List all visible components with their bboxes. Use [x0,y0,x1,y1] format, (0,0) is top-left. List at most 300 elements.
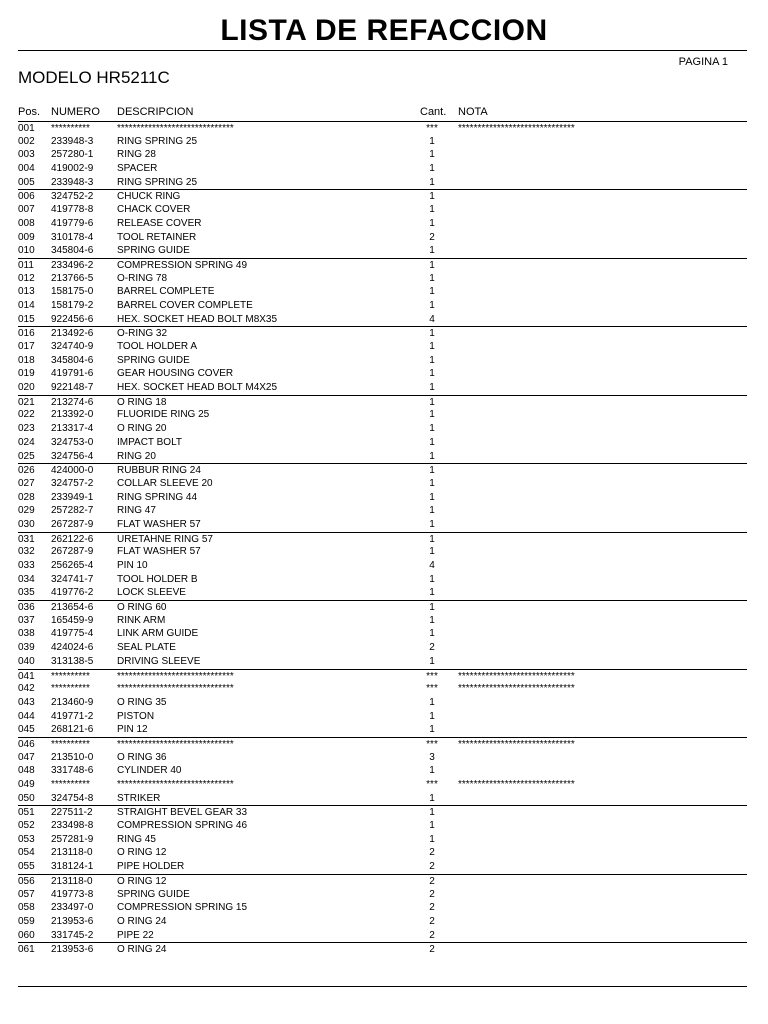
row-pos: 052 [18,820,35,832]
table-row [18,463,747,477]
row-pos: 057 [18,888,35,900]
row-pos: 061 [18,944,35,956]
row-cant: 1 [429,833,435,845]
row-descripcion: TOOL HOLDER B [117,573,198,585]
table-row [18,491,747,505]
row-descripcion: RINK ARM [117,614,166,626]
column-header-descripcion: DESCRIPCION [117,106,194,118]
row-descripcion: SPRING GUIDE [117,354,190,366]
row-pos: 049 [18,779,35,790]
table-row [18,217,747,231]
row-cant: 1 [429,465,435,477]
row-pos: 050 [18,792,35,804]
row-cant: 1 [429,724,435,736]
row-cant: 1 [429,409,435,421]
row-cant: 2 [429,902,435,914]
row-numero: 345804-6 [51,245,94,257]
row-cant: 1 [429,436,435,448]
row-descripcion: O RING 60 [117,602,167,614]
row-descripcion: TOOL RETAINER [117,231,197,243]
row-descripcion: RING SPRING 25 [117,135,198,147]
row-descripcion: O RING 18 [117,396,167,408]
row-numero: 419791-6 [51,368,94,380]
row-numero: 233948-3 [51,135,94,147]
column-header-nota: NOTA [458,106,488,118]
row-pos: 033 [18,560,35,571]
table-row [18,436,747,450]
row-pos: 044 [18,710,35,722]
row-numero: 324741-7 [51,573,94,585]
row-descripcion: O RING 35 [117,696,167,708]
table-row [18,477,747,491]
row-descripcion: COMPRESSION SPRING 15 [117,902,248,914]
row-numero: 310178-4 [51,231,94,243]
row-pos: 005 [18,176,35,188]
row-pos: 004 [18,163,35,175]
row-descripcion: RUBBUR RING 24 [117,465,201,477]
row-cant: 1 [429,354,435,366]
row-numero: 267287-9 [51,518,94,530]
table-row [18,135,747,149]
row-cant: 1 [429,491,435,503]
row-pos: 002 [18,135,35,147]
footer-rule [18,986,747,987]
row-cant: *** [426,670,438,682]
table-row [18,203,747,217]
row-nota: ****************************** [458,738,575,750]
row-numero: 324756-4 [51,450,94,462]
row-cant: 1 [429,163,435,175]
row-pos: 046 [18,738,35,750]
row-pos: 059 [18,915,35,927]
table-row [18,518,747,532]
row-descripcion: ****************************** [117,779,234,790]
table-row [18,888,747,902]
row-descripcion: CYLINDER 40 [117,765,182,777]
column-header-numero: NUMERO [51,106,100,118]
table-row [18,450,747,464]
row-pos: 055 [18,861,35,873]
row-descripcion: O RING 12 [117,847,167,859]
row-descripcion: O RING 24 [117,944,167,956]
table-row [18,408,747,422]
row-numero: 424024-6 [51,642,94,654]
row-cant: 1 [429,546,435,558]
row-cant: 1 [429,587,435,599]
row-pos: 060 [18,929,35,941]
row-numero: 213118-0 [51,847,93,859]
row-pos: 022 [18,409,35,421]
row-cant: 1 [429,628,435,640]
table-row [18,272,747,286]
row-cant: 2 [429,847,435,859]
row-cant: *** [426,683,438,695]
row-numero: 257281-9 [51,833,94,845]
table-row [18,696,747,710]
row-numero: 262122-6 [51,533,94,545]
row-nota: ****************************** [458,123,575,134]
row-descripcion: SPRING GUIDE [117,245,190,257]
table-row [18,614,747,628]
row-pos: 042 [18,683,35,695]
row-descripcion: FLUORIDE RING 25 [117,409,210,421]
table-row [18,299,747,313]
row-numero: 213460-9 [51,696,94,708]
row-numero: 257280-1 [51,149,94,161]
table-row [18,778,747,792]
row-cant: 1 [429,382,435,394]
row-numero: 922148-7 [51,382,94,394]
row-pos: 053 [18,833,35,845]
row-pos: 015 [18,313,35,325]
row-cant: 1 [429,328,435,340]
table-row [18,641,747,655]
row-pos: 040 [18,655,35,667]
row-descripcion: COMPRESSION SPRING 46 [117,820,248,832]
row-pos: 037 [18,614,35,626]
table-row [18,395,747,409]
table-row [18,532,747,546]
row-numero: 256265-4 [51,560,94,571]
table-row [18,586,747,600]
row-cant: 1 [429,710,435,722]
row-pos: 008 [18,217,35,229]
row-numero: 213953-6 [51,944,94,956]
row-numero: 419002-9 [51,163,94,175]
row-pos: 028 [18,491,35,503]
row-numero: 257282-7 [51,505,94,517]
row-cant: 2 [429,915,435,927]
table-row [18,792,747,806]
table-row [18,162,747,176]
row-cant: 1 [429,245,435,257]
row-numero: 213392-0 [51,409,94,421]
row-pos: 025 [18,450,35,462]
row-cant: 2 [429,642,435,654]
row-pos: 030 [18,518,35,530]
row-numero: 165459-9 [51,614,94,626]
row-numero: 331748-6 [51,765,94,777]
table-row [18,901,747,915]
row-pos: 003 [18,149,35,161]
row-cant: 1 [429,272,435,284]
row-numero: 268121-6 [51,724,94,736]
row-numero: 331745-2 [51,929,94,941]
table-row [18,244,747,258]
row-descripcion: URETAHNE RING 57 [117,533,213,545]
row-cant: 1 [429,505,435,517]
row-descripcion: TOOL HOLDER A [117,341,198,352]
row-cant: 2 [429,944,435,956]
row-numero: 419775-4 [51,628,94,640]
row-numero: ********** [51,779,90,790]
row-numero: 158179-2 [51,299,94,311]
row-cant: 1 [429,573,435,585]
row-pos: 048 [18,765,35,777]
parts-table [18,121,747,956]
table-row [18,354,747,368]
row-descripcion: O-RING 32 [117,328,168,340]
row-pos: 007 [18,204,35,216]
row-pos: 017 [18,341,35,352]
row-numero: 233948-3 [51,176,94,188]
row-pos: 029 [18,505,35,517]
row-descripcion: O RING 20 [117,423,167,435]
table-row [18,285,747,299]
row-descripcion: FLAT WASHER 57 [117,546,201,558]
row-pos: 023 [18,423,35,435]
table-row [18,833,747,847]
table-row [18,573,747,587]
row-pos: 027 [18,477,35,489]
row-pos: 056 [18,875,35,887]
row-cant: 1 [429,450,435,462]
row-numero: ********** [51,738,90,750]
row-cant: 1 [429,149,435,161]
row-pos: 013 [18,286,35,298]
row-numero: 158175-0 [51,286,94,298]
row-descripcion: ****************************** [117,683,234,695]
row-cant: 1 [429,217,435,229]
document-title: LISTA DE REFACCION [220,14,548,47]
row-descripcion: RELEASE COVER [117,217,202,229]
row-cant: 1 [429,533,435,545]
row-descripcion: RING 20 [117,450,156,462]
row-descripcion: HEX. SOCKET HEAD BOLT M8X35 [117,313,278,325]
row-cant: *** [426,123,438,134]
row-nota: ****************************** [458,683,575,695]
row-pos: 058 [18,902,35,914]
row-cant: 1 [429,477,435,489]
row-pos: 035 [18,587,35,599]
table-row [18,189,747,203]
table-row [18,846,747,860]
row-pos: 047 [18,751,35,763]
table-row [18,751,747,765]
table-row [18,655,747,669]
row-descripcion: FLAT WASHER 57 [117,518,201,530]
row-cant: 1 [429,792,435,804]
row-pos: 038 [18,628,35,640]
table-row [18,627,747,641]
table-row [18,231,747,245]
row-cant: *** [426,779,438,790]
row-descripcion: PIN 12 [117,724,148,736]
row-numero: ********** [51,123,90,134]
row-cant: *** [426,738,438,750]
row-numero: ********** [51,670,90,682]
table-row [18,340,747,354]
row-cant: 2 [429,231,435,243]
row-pos: 034 [18,573,35,585]
row-numero: 324757-2 [51,477,94,489]
row-cant: 1 [429,176,435,188]
row-descripcion: DRIVING SLEEVE [117,655,201,667]
table-row [18,874,747,888]
row-descripcion: CHACK COVER [117,204,191,216]
row-pos: 051 [18,807,35,819]
model-label: MODELO HR5211C [18,68,170,87]
title-rule [18,50,747,51]
table-row [18,764,747,778]
table-row [18,121,747,135]
row-descripcion: ****************************** [117,738,234,750]
row-descripcion: ****************************** [117,670,234,682]
row-numero: 213274-6 [51,396,94,408]
row-descripcion: HEX. SOCKET HEAD BOLT M4X25 [117,382,278,394]
table-row [18,559,747,573]
row-descripcion: COMPRESSION SPRING 49 [117,259,248,271]
row-pos: 018 [18,354,35,366]
row-numero: 419778-8 [51,204,94,216]
table-row [18,710,747,724]
row-numero: 324753-0 [51,436,94,448]
row-numero: 419773-8 [51,888,94,900]
row-cant: 2 [429,861,435,873]
row-numero: 324752-2 [51,191,94,203]
table-row [18,737,747,751]
row-cant: 1 [429,807,435,819]
table-row [18,176,747,190]
row-numero: 213492-6 [51,328,94,340]
row-pos: 039 [18,642,35,654]
row-cant: 1 [429,518,435,530]
row-cant: 1 [429,135,435,147]
table-row [18,860,747,874]
row-cant: 1 [429,204,435,216]
row-nota: ****************************** [458,779,575,790]
row-cant: 1 [429,655,435,667]
row-pos: 001 [18,123,35,134]
table-row [18,148,747,162]
row-descripcion: RING 28 [117,149,156,161]
row-cant: 1 [429,423,435,435]
row-descripcion: RING 47 [117,505,156,517]
row-numero: 233497-0 [51,902,94,914]
row-pos: 032 [18,546,35,558]
row-descripcion: O RING 24 [117,915,167,927]
row-pos: 045 [18,724,35,736]
row-pos: 020 [18,382,35,394]
row-cant: 1 [429,368,435,380]
row-descripcion: ****************************** [117,123,234,134]
row-nota: ****************************** [458,670,575,682]
row-cant: 1 [429,614,435,626]
row-cant: 2 [429,888,435,900]
row-numero: 922456-6 [51,313,94,325]
row-descripcion: COLLAR SLEEVE 20 [117,477,213,489]
table-row [18,545,747,559]
column-header-cant: Cant. [420,106,447,118]
table-row [18,326,747,340]
row-pos: 012 [18,272,35,284]
row-cant: 1 [429,396,435,408]
row-descripcion: STRIKER [117,792,161,804]
row-numero: 324754-8 [51,792,94,804]
table-row [18,422,747,436]
column-header-pos: Pos. [18,106,41,118]
row-descripcion: GEAR HOUSING COVER [117,368,234,380]
table-row [18,819,747,833]
table-row [18,313,747,327]
row-descripcion: LINK ARM GUIDE [117,628,199,640]
row-descripcion: SPRING GUIDE [117,888,190,900]
row-numero: 318124-1 [51,861,94,873]
table-row [18,929,747,943]
row-cant: 2 [429,875,435,887]
table-row [18,669,747,683]
row-cant: 1 [429,341,435,352]
row-numero: 324740-9 [51,341,94,352]
row-pos: 054 [18,847,35,859]
row-numero: 233496-2 [51,259,94,271]
row-cant: 2 [429,929,435,941]
row-pos: 019 [18,368,35,380]
row-descripcion: SPACER [117,163,158,175]
row-cant: 4 [429,313,435,325]
row-descripcion: CHUCK RING [117,191,181,203]
row-cant: 1 [429,602,435,614]
table-row [18,258,747,272]
row-pos: 006 [18,191,35,203]
table-row [18,915,747,929]
table-row [18,805,747,819]
row-cant: 4 [429,560,435,571]
row-pos: 026 [18,465,35,477]
table-row [18,723,747,737]
row-numero: 213654-6 [51,602,94,614]
row-numero: ********** [51,683,90,695]
table-row [18,682,747,696]
row-pos: 011 [18,259,34,271]
row-numero: 213118-0 [51,875,93,887]
row-cant: 1 [429,286,435,298]
row-pos: 031 [18,533,35,545]
row-cant: 1 [429,820,435,832]
row-pos: 009 [18,231,35,243]
row-cant: 1 [429,696,435,708]
row-numero: 313138-5 [51,655,94,667]
row-pos: 041 [18,670,35,682]
table-row [18,381,747,395]
row-cant: 1 [429,191,435,203]
table-row [18,600,747,614]
row-numero: 419776-2 [51,587,94,599]
row-descripcion: O RING 36 [117,751,167,763]
row-pos: 010 [18,245,35,257]
row-descripcion: PIPE 22 [117,929,154,941]
table-row [18,504,747,518]
row-pos: 024 [18,436,35,448]
row-numero: 233949-1 [51,491,94,503]
row-pos: 043 [18,696,35,708]
row-descripcion: O RING 12 [117,875,167,887]
row-descripcion: BARREL COMPLETE [117,286,215,298]
row-descripcion: LOCK SLEEVE [117,587,186,599]
row-numero: 213510-0 [51,751,94,763]
row-descripcion: PIN 10 [117,560,148,571]
page-label: PAGINA 1 [678,56,728,68]
row-cant: 3 [429,751,435,763]
row-numero: 419779-6 [51,217,94,229]
row-descripcion: IMPACT BOLT [117,436,183,448]
row-pos: 016 [18,328,35,340]
row-pos: 014 [18,299,35,311]
table-row [18,942,747,956]
row-cant: 1 [429,765,435,777]
row-numero: 233498-8 [51,820,94,832]
row-descripcion: RING SPRING 44 [117,491,198,503]
